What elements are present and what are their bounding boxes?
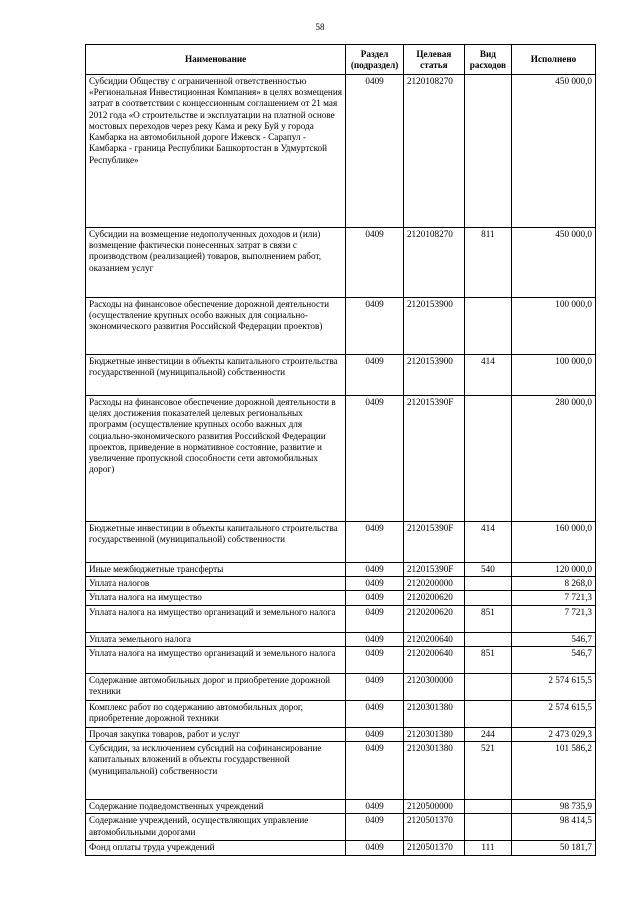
table-row (86, 742, 596, 800)
cell-article: 2120300000 (403, 673, 464, 700)
header-done: Исполнено (512, 45, 596, 75)
table-row (86, 228, 596, 298)
cell-article: 2120301380 (403, 742, 464, 800)
cell-article: 2120200620 (403, 591, 464, 605)
cell-done: 100 000,0 (512, 355, 596, 396)
cell-name: Содержание учреждений, осуществляющих управление автомобильными дорогами (86, 814, 346, 841)
cell-section: 0409 (346, 298, 404, 355)
table-row (86, 727, 596, 741)
cell-name: Расходы на финансовое обеспечение дорожной деятельности (осуществление крупных особо важных для социально-экономического развития Российской Федерации проектов) (86, 298, 346, 355)
cell-kind: 414 (464, 522, 511, 563)
table-row (86, 605, 596, 632)
cell-done: 120 000,0 (512, 563, 596, 577)
cell-name: Уплата налога на имущество организаций и земельного налога (86, 646, 346, 673)
cell-name: Содержание автомобильных дорог и приобретение дорожной техники (86, 673, 346, 700)
cell-done: 450 000,0 (512, 75, 596, 228)
cell-section: 0409 (346, 355, 404, 396)
cell-article: 2120200000 (403, 577, 464, 591)
cell-section: 0409 (346, 800, 404, 814)
cell-article: 212015390F (403, 396, 464, 522)
cell-done: 7 721,3 (512, 591, 596, 605)
cell-article: 2120153900 (403, 298, 464, 355)
cell-name: Расходы на финансовое обеспечение дорожной деятельности в целях достижения показателей целевых региональных программ (осуществление крупных особо важных для социально-экономического развития Российской Федерации проектов, приведение в нормативное состояние, развитие и увеличение пропускной способности сети автомобильных дорог) (86, 396, 346, 522)
cell-kind (464, 75, 511, 228)
cell-section: 0409 (346, 727, 404, 741)
cell-name: Бюджетные инвестиции в объекты капитального строительства государственной (муниципальной) собственности (86, 355, 346, 396)
cell-section: 0409 (346, 605, 404, 632)
cell-article: 2120200640 (403, 646, 464, 673)
table-row (86, 841, 596, 855)
cell-kind (464, 673, 511, 700)
table-row (86, 632, 596, 646)
cell-name: Уплата налога на имущество (86, 591, 346, 605)
cell-kind (464, 700, 511, 727)
cell-section: 0409 (346, 700, 404, 727)
cell-article: 212015390F (403, 522, 464, 563)
table-row (86, 646, 596, 673)
cell-name: Субсидии, за исключением субсидий на софинансирование капитальных вложений в объекты государственной (муниципальной) собственности (86, 742, 346, 800)
cell-article: 2120108270 (403, 75, 464, 228)
cell-article: 2120501370 (403, 841, 464, 855)
cell-section: 0409 (346, 228, 404, 298)
cell-done: 8 268,0 (512, 577, 596, 591)
cell-done: 98 414,5 (512, 814, 596, 841)
cell-section: 0409 (346, 841, 404, 855)
cell-section: 0409 (346, 75, 404, 228)
page-number: 58 (315, 22, 325, 32)
table-row (86, 563, 596, 577)
cell-done: 2 473 029,3 (512, 727, 596, 741)
cell-done: 450 000,0 (512, 228, 596, 298)
cell-kind (464, 396, 511, 522)
cell-name: Субсидии на возмещение недополученных доходов и (или) возмещение фактически понесенных затрат в связи с производством (реализацией) товаров, выполнением работ, оказанием услуг (86, 228, 346, 298)
cell-name: Фонд оплаты труда учреждений (86, 841, 346, 855)
cell-name: Содержание подведомственных учреждений (86, 800, 346, 814)
cell-section: 0409 (346, 522, 404, 563)
table-row (86, 673, 596, 700)
cell-kind: 414 (464, 355, 511, 396)
cell-section: 0409 (346, 396, 404, 522)
cell-article: 2120153900 (403, 355, 464, 396)
cell-kind: 851 (464, 605, 511, 632)
table-row (86, 591, 596, 605)
cell-section: 0409 (346, 673, 404, 700)
cell-name: Комплекс работ по содержанию автомобильных дорог, приобретение дорожной техники (86, 700, 346, 727)
cell-done: 98 735,9 (512, 800, 596, 814)
cell-name: Уплата земельного налога (86, 632, 346, 646)
cell-article: 2120108270 (403, 228, 464, 298)
cell-done: 101 586,2 (512, 742, 596, 800)
cell-article: 2120200620 (403, 605, 464, 632)
table-row (86, 75, 596, 228)
cell-done: 100 000,0 (512, 298, 596, 355)
budget-execution-table (85, 44, 596, 856)
cell-article: 212015390F (403, 563, 464, 577)
cell-done: 50 181,7 (512, 841, 596, 855)
table-row (86, 700, 596, 727)
cell-kind: 111 (464, 841, 511, 855)
cell-done: 2 574 615,5 (512, 700, 596, 727)
cell-name: Бюджетные инвестиции в объекты капитального строительства государственной (муниципальной) собственности (86, 522, 346, 563)
cell-name: Прочая закупка товаров, работ и услуг (86, 727, 346, 741)
cell-article: 2120301380 (403, 727, 464, 741)
cell-section: 0409 (346, 591, 404, 605)
cell-section: 0409 (346, 646, 404, 673)
cell-name: Иные межбюджетные трансферты (86, 563, 346, 577)
cell-done: 7 721,3 (512, 605, 596, 632)
table-header-row (86, 45, 596, 75)
cell-article: 2120500000 (403, 800, 464, 814)
cell-kind (464, 814, 511, 841)
cell-done: 546,7 (512, 632, 596, 646)
cell-section: 0409 (346, 814, 404, 841)
cell-article: 2120301380 (403, 700, 464, 727)
cell-name: Уплата налога на имущество организаций и земельного налога (86, 605, 346, 632)
cell-kind: 540 (464, 563, 511, 577)
cell-section: 0409 (346, 563, 404, 577)
cell-done: 280 000,0 (512, 396, 596, 522)
cell-kind: 811 (464, 228, 511, 298)
table-row (86, 577, 596, 591)
cell-section: 0409 (346, 577, 404, 591)
header-article: Целевая статья (403, 45, 464, 75)
cell-name: Субсидии Обществу с ограниченной ответственностью «Региональная Инвестиционная Компания» в целях возмещения затрат в соответствии с концессионным соглашением от 21 мая 2012 года «О строительстве и эксплуатации на платной основе мостовых переходов через реку Кама и реку Буй у города Камбарка на автомобильной дороге Ижевск - Сарапул - Камбарка - граница Республики Башкортостан в Удмуртской Республике» (86, 75, 346, 228)
cell-kind (464, 577, 511, 591)
cell-article: 2120200640 (403, 632, 464, 646)
cell-name: Уплата налогов (86, 577, 346, 591)
cell-done: 2 574 615,5 (512, 673, 596, 700)
cell-section: 0409 (346, 742, 404, 800)
cell-kind (464, 591, 511, 605)
cell-kind: 521 (464, 742, 511, 800)
cell-done: 160 000,0 (512, 522, 596, 563)
cell-article: 2120501370 (403, 814, 464, 841)
header-kind: Вид расходов (464, 45, 511, 75)
cell-kind: 244 (464, 727, 511, 741)
cell-kind (464, 298, 511, 355)
cell-kind (464, 632, 511, 646)
table-row (86, 355, 596, 396)
table-row (86, 522, 596, 563)
table-row (86, 298, 596, 355)
cell-section: 0409 (346, 632, 404, 646)
header-name: Наименование (86, 45, 346, 75)
table-row (86, 396, 596, 522)
cell-kind (464, 800, 511, 814)
table-row (86, 800, 596, 814)
table-row (86, 814, 596, 841)
header-section: Раздел (подраздел) (346, 45, 404, 75)
cell-done: 546,7 (512, 646, 596, 673)
cell-kind: 851 (464, 646, 511, 673)
